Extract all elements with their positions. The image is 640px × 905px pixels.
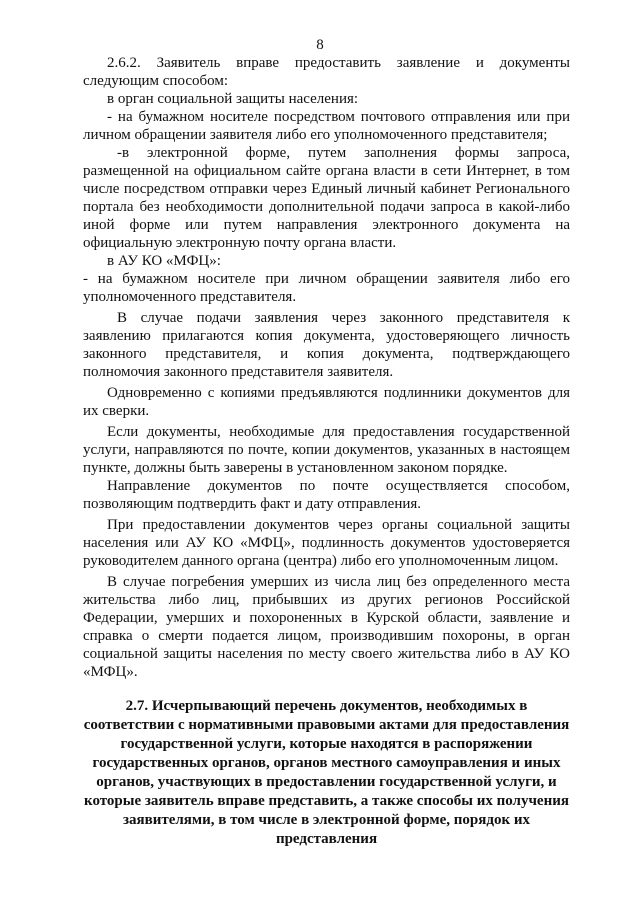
paragraph-mfc-paper: - на бумажном носителе при личном обращении заявителя либо его уполномоченного представителя. (83, 271, 570, 305)
paragraph-mfc-heading: в АУ КО «МФЦ»: (107, 253, 221, 269)
paragraph-mail-direction: Направление документов по почте осуществляется способом, позволяющим подтвердить факт и дату отправления. (83, 478, 570, 512)
paragraph-burial: В случае погребения умерших из числа лиц без определенного места жительства либо лиц, прибывших из других регионов Российской Федерации, умерших и похороненных в Курской области, заявление и справка о смерти подается лицом, производившим похороны, в орган социальной защиты населения по месту своего жительства либо в АУ КО «МФЦ». (83, 574, 570, 680)
paragraph-paper-carrier: - на бумажном носителе посредством почтового отправления или при личном обращении заявителя либо его уполномоченного представителя; (83, 109, 570, 143)
paragraph-originals: Одновременно с копиями предъявляются подлинники документов для их сверки. (83, 385, 570, 419)
paragraph-electronic-form: -в электронной форме, путем заполнения формы запроса, размещенной на официальном сайте органа власти в сети Интернет, в том числе посредством отправки через Единый личный кабинет Регионального портала без необходимости дополнительной подачи запроса в какой-либо иной форме или путем направления электронного документа на официальную электронную почту органа власти. (83, 145, 570, 251)
section-heading-2-7: 2.7. Исчерпывающий перечень документов, необходимых в соответствии с нормативными правовыми актами для предоставления государственной услуги, которые находятся в распоряжении государственных органов, органов местного самоуправления и иных органов, участвующих в предоставлении государственной услуги, и которые заявитель вправе представить, а также способы их получения заявителями, в том числе в электронной форме, порядок их представления (83, 698, 570, 847)
paragraph-mail-copies: Если документы, необходимые для предоставления государственной услуги, направляются по почте, копии документов, указанных в настоящем пункте, должны быть заверены в установленном законом порядке. (83, 424, 570, 476)
paragraph-legal-representative: В случае подачи заявления через законного представителя к заявлению прилагаются копия документа, удостоверяющего личность законного представителя, и копия документа, подтверждающего полномочия законного представителя заявителя. (83, 310, 570, 380)
paragraph-authenticity: При предоставлении документов через органы социальной защиты населения или АУ КО «МФЦ», подлинность документов удостоверяется руководителем данного органа (центра) либо его уполномоченным лицом. (83, 517, 570, 569)
document-body (83, 54, 570, 681)
paragraph-2-6-2: 2.6.2. Заявитель вправе предоставить заявление и документы следующим способом: (83, 55, 570, 89)
page-number: 8 (316, 37, 324, 53)
paragraph-social-protection-heading: в орган социальной защиты населения: (107, 91, 359, 107)
